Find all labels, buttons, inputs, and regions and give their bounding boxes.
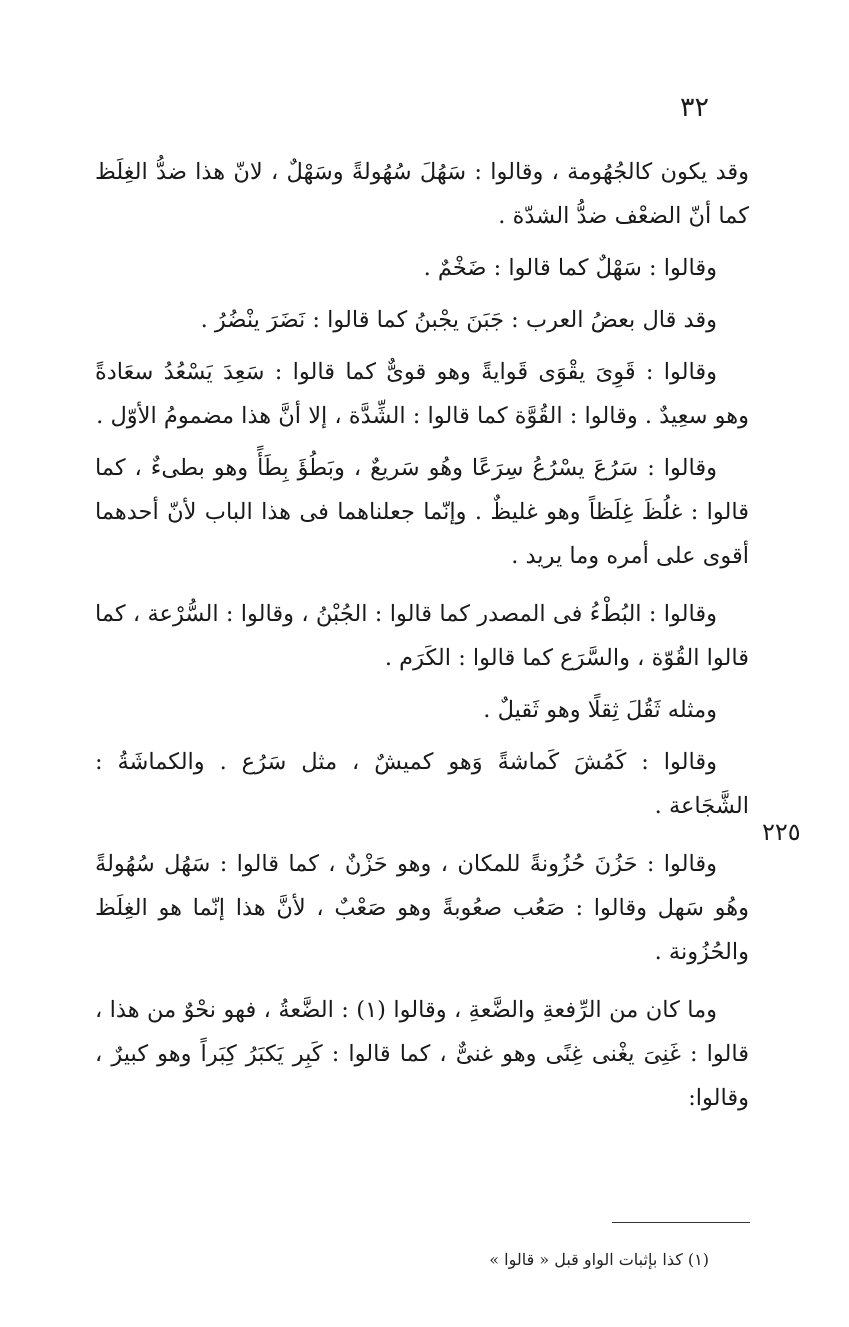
paragraph-5: وقالوا : سَرُعَ يسْرُعُ سِرَعًا وهُو سَريعٌ ، وبَطُؤَ بِطَأً وهو بطىءٌ ، كما قالوا : غلُظَ غِلَظاً وهو غليظٌ . وإنّما جعلناهما فى هذا الباب لأنّ أحدهما أقوى على أمره وما يريد . [95,455,749,569]
paragraph-9: وقالوا : حَزُنَ حُزُونةً للمكان ، وهو حَزْنٌ ، كما قالوا : سَهُل سُهُولةً وهُو سَهل وقالوا : صَعُب صعُوبةً وهو صَعْبٌ ، لأنَّ هذا إنّما هو الغِلَظ والحُزُونة . [95,851,749,965]
margin-section-number: ٢٢٥ [762,818,801,846]
page-number: ٣٢ [679,92,709,123]
paragraph-6: وقالوا : البُطْءُ فى المصدر كما قالوا : الجُبْنُ ، وقالوا : السُّرْعة ، كما قالوا القُوّة ، والسَّرَع كما قالوا : الكَرَم . [95,601,749,671]
paragraph-10: وما كان من الرِّفعةِ والضَّعةِ ، وقالوا (١) : الضَّعةُ ، فهو نحْوٌ من هذا ، قالوا : غَنِىَ يغْنى غِنًى وهو غنىٌّ ، كما قالوا : كَبِر يَكبَرُ كِبَراً وهو كبيرٌ ، وقالوا: [95,997,749,1111]
footnote-divider [612,1222,750,1223]
paragraph-2: وقالوا : سَهْلٌ كما قالوا : ضَخْمٌ . [423,255,717,281]
paragraph-1: وقد يكون كالجُهُومة ، وقالوا : سَهُلَ سُهُولةً وسَهْلٌ ، لانّ هذا ضدُّ الغِلَظ كما أنّ الضعْف ضدُّ الشدّة . [95,159,749,229]
paragraph-4: وقالوا : قَوِىَ يقْوَى قَوايةً وهو قوىٌّ كما قالوا : سَعِدَ يَسْعُدُ سعَادةً وهو سعِيدٌ . وقالوا : القُوَّة كما قالوا : الشِّدَّة ، إلا أنَّ هذا مضمومُ الأوّل . [95,359,749,429]
body-text [95,150,749,1128]
paragraph-8: وقالوا : كَمُشَ كَماشةً وَهو كميشٌ ، مثل سَرُع . والكماشَةُ : الشَّجَاعة . [95,749,749,819]
paragraph-7: ومثله ثَقُلَ ثِقلًا وهو ثَقيلٌ . [483,697,717,723]
paragraph-3: وقد قال بعضُ العرب : جَبَنَ يجْبنُ كما قالوا : نَضَرَ ينْضُرُ . [200,307,717,333]
footnote: (١) كذا بإثبات الواو قبل « قالوا » [489,1250,709,1269]
